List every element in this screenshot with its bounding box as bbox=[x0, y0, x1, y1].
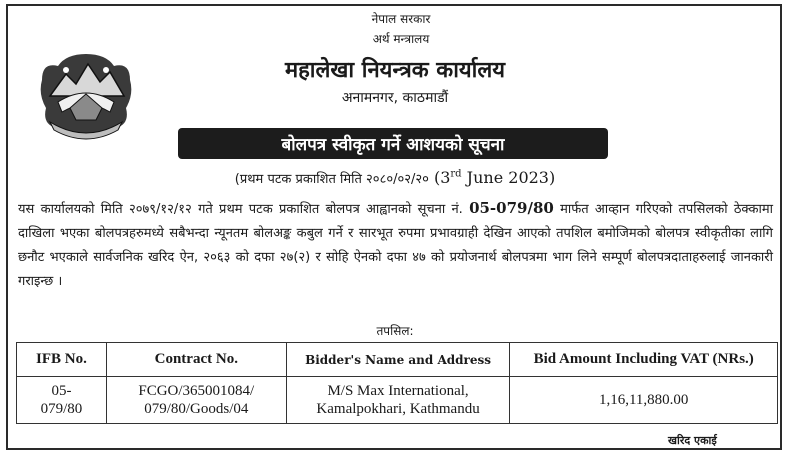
body-text-2: मार्फत आव्हान गरिएको तपसिलको ठेक्कामा दाखिला भएका बोलपत्रहरुमध्ये सबैभन्दा न्यूनतम बोलअङ्क कबुल गर्ने र सारभूत रुपमा प्रभावग्राही देखिन आएको तपशिल बमोजिमको बोलपत्र स्वीकृतीका लागि छनौट भएकाले सार्वजनिक खरिद ऐन, २०६३ को दफा २७(२) र सोहि ऐनको दफा ४७ को प्रयोजनार्थ बोलपत्रमा भाग लिने सम्पूर्ण बोलपत्रदाताहरुलाई जानकारी गराइन्छ । bbox=[18, 202, 773, 289]
header-amount: Bid Amount Including VAT (NRs.) bbox=[510, 343, 778, 377]
notice-title: बोलपत्र स्वीकृत गर्ने आशयको सूचना bbox=[281, 135, 505, 155]
ministry-label: अर्थ मन्त्रालय bbox=[372, 32, 430, 46]
bid-table bbox=[16, 342, 778, 424]
publication-date-nepali: (प्रथम पटक प्रकाशित मिति २०८०/०२/२० bbox=[234, 172, 429, 187]
cell-amount: 1,16,11,880.00 bbox=[510, 377, 778, 424]
procurement-unit-label: खरिद एकाई bbox=[668, 434, 717, 447]
contract-line-1: FCGO/365001084/ bbox=[138, 383, 255, 399]
bidder-line-1: M/S Max International, bbox=[327, 383, 469, 399]
header-contract: Contract No. bbox=[106, 343, 286, 377]
office-location: अनामनगर, काठमाडौं bbox=[341, 90, 449, 106]
office-title: महालेखा नियन्त्रक कार्यालय bbox=[284, 58, 506, 83]
header-bidder: Bidder's Name and Address bbox=[286, 343, 510, 377]
notice-body bbox=[18, 196, 773, 294]
cell-ifb bbox=[17, 377, 107, 424]
cell-bidder bbox=[286, 377, 510, 424]
notice-title-banner bbox=[178, 128, 608, 159]
publication-date bbox=[0, 168, 790, 187]
table-header-row bbox=[17, 343, 778, 377]
publication-date-english-num: (3 bbox=[433, 168, 451, 187]
body-text-1: यस कार्यालयको मिति २०७९/१२/१२ गते प्रथम पटक प्रकाशित बोलपत्र आह्वानको सूचना नं. bbox=[18, 202, 470, 217]
ifb-line-2: 079/80 bbox=[40, 401, 83, 417]
bidder-line-2: Kamalpokhari, Kathmandu bbox=[316, 401, 480, 417]
publication-date-english-sup: rd bbox=[450, 168, 462, 180]
cell-contract bbox=[106, 377, 286, 424]
government-label: नेपाल सरकार bbox=[371, 12, 431, 26]
publication-date-english-rest: June 2023) bbox=[461, 168, 556, 187]
notice-reference: 05-079/80 bbox=[469, 199, 554, 217]
contract-line-2: 079/80/Goods/04 bbox=[144, 401, 249, 417]
header-ifb: IFB No. bbox=[17, 343, 107, 377]
ifb-line-1: 05- bbox=[51, 383, 72, 399]
table-row bbox=[17, 377, 778, 424]
details-label: तपसिल: bbox=[376, 324, 414, 338]
